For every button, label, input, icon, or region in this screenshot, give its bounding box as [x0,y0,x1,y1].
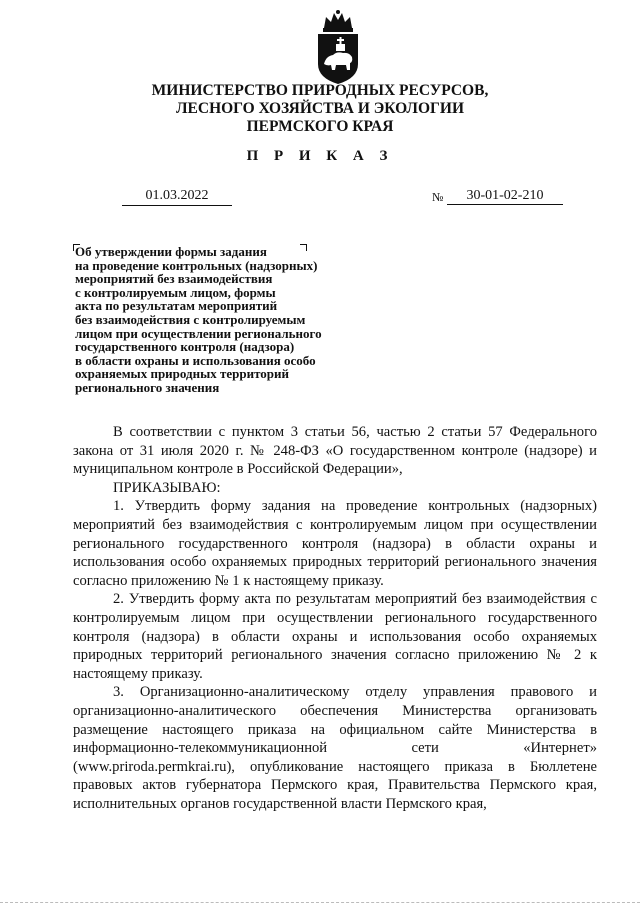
document-type: П Р И К А З [246,148,394,164]
perm-krai-coat-of-arms-icon [306,8,370,88]
subject-line: мероприятий без взаимодействия [75,271,273,287]
document-subject [75,245,395,395]
subject-line: с контролируемым лицом, формы [75,284,276,300]
document-body [73,423,597,813]
document-number: 30-01-02-210 [447,188,563,205]
ministry-name [0,82,640,136]
subject-line: лицом при осуществлении регионального [75,325,322,341]
ministry-line-3: ПЕРМСКОГО КРАЯ [246,118,394,135]
subject-line: Об утверждении формы задания [75,244,267,259]
scan-edge-line [0,901,640,903]
subject-line: государственного контроля (надзора) [75,339,295,355]
number-sign: № [432,190,444,204]
preamble-paragraph: В соответствии с пунктом 3 статьи 56, частью 2 статьи 57 Федерального закона от 31 июля 2020 г. № 248-ФЗ «О государственном контроле (надзоре) и муниципальном контроле в Российской Федерации», [73,424,597,478]
ministry-line-2: ЛЕСНОГО ХОЗЯЙСТВА И ЭКОЛОГИИ [175,100,465,117]
document-number-block [432,188,563,206]
subject-line: акта по результатам мероприятий [75,298,278,314]
subject-line: на проведение контрольных (надзорных) [75,257,318,273]
ministry-line-1: МИНИСТЕРСТВО ПРИРОДНЫХ РЕСУРСОВ, [151,82,489,99]
subject-line: без взаимодействия с контролируемым [75,311,306,327]
subject-line: охраняемых природных территорий [75,366,290,382]
subject-line: в области охраны и использования особо [75,352,316,368]
item-2-paragraph: 2. Утвердить форму акта по результатам мероприятий без взаимодействия с контролируемым лицом при осуществлении регионального государственного контроля (надзора) в области охраны и использования особо охраняемых природных территорий регионального значения согласно приложению № 2 к настоящему приказу. [73,591,597,682]
document-date: 01.03.2022 [122,188,232,206]
item-3-paragraph: 3. Организационно-аналитическому отделу управления правового и организационно-аналитического обеспечения Министерства организовать размещение настоящего приказа на официальном сайте Министерства в информационно-телекоммуникационной сети «Интернет» (www.priroda.permkrai.ru), опубликование настоящего приказа в Бюллетене правовых актов губернатора Пермского края, Правительства Пермского края, исполнительных органов государственной власти Пермского края, [73,684,597,812]
subject-line: регионального значения [75,379,220,395]
item-1-paragraph: 1. Утвердить форму задания на проведение контрольных (надзорных) мероприятий без взаимодействия с контролируемым лицом при осуществлении регионального государственного контроля (надзора) в области охраны и использования особо охраняемых природных территорий регионального значения согласно приложению № 1 к настоящему приказу. [73,498,597,589]
order-word: ПРИКАЗЫВАЮ: [113,479,221,496]
